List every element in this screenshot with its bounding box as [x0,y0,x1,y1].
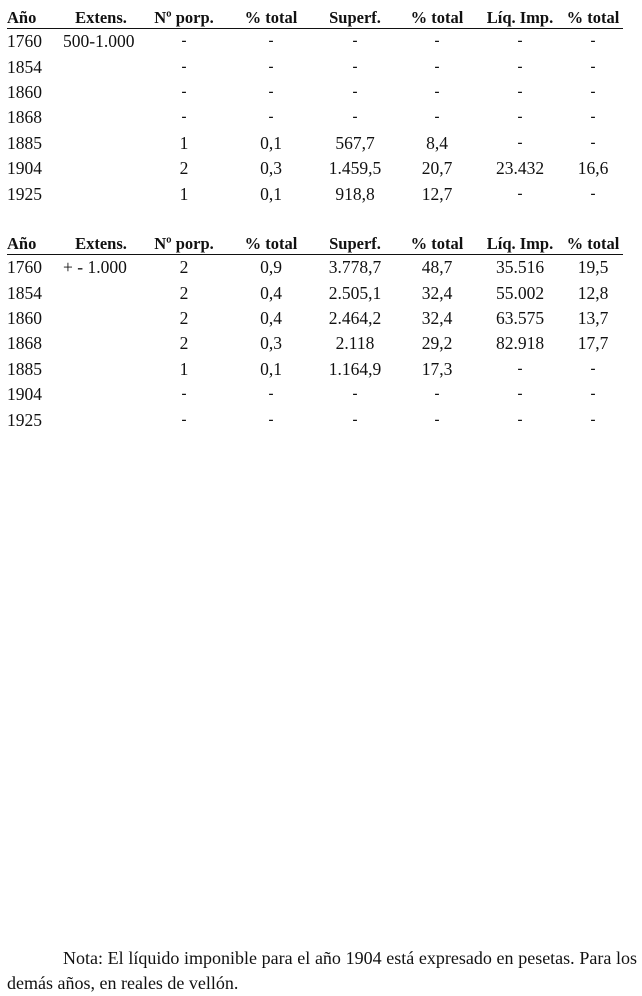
cell-surface: - [352,58,358,75]
cell-surface-percent: - [434,83,440,100]
cell-taxable-income: - [517,58,523,75]
header-owner-percent: % total [229,6,313,29]
cell-surface: 2.118 [335,333,375,354]
cell-year: 1860 [7,81,42,102]
cell-surface-percent: 12,7 [421,183,453,204]
cell-extension: 500-1.000 [63,31,135,52]
cell-owner-percent: - [268,411,274,428]
table-extension-500-1000 [7,6,623,207]
cell-income-percent: 17,7 [577,333,609,354]
cell-surface-percent: - [434,109,440,126]
cell-taxable-income: - [517,386,523,403]
cell-owner-count: - [181,83,187,100]
cell-taxable-income: - [517,185,523,202]
cell-owner-percent: - [268,58,274,75]
header-taxable-income: Líq. Imp. [477,232,563,255]
cell-year: 1854 [7,56,42,77]
cell-taxable-income: - [517,134,523,151]
cell-income-percent: - [590,134,596,151]
cell-extension [63,382,139,407]
cell-surface: 1.164,9 [328,358,382,379]
cell-year: 1868 [7,107,42,128]
table-body [7,29,623,207]
header-extension: Extens. [63,6,139,29]
cell-year: 1860 [7,307,42,328]
cell-owner-count: - [181,109,187,126]
table-row [7,29,623,55]
cell-surface: 918,8 [335,183,375,204]
table-row [7,54,623,79]
cell-surface-percent: 8,4 [426,132,448,153]
cell-income-percent: - [590,58,596,75]
cell-extension [63,357,139,382]
header-surface: Superf. [313,232,397,255]
header-surface: Superf. [313,6,397,29]
cell-owner-count: 2 [179,257,189,278]
cell-extension [63,181,139,206]
cell-owner-percent: 0,1 [260,358,282,379]
table-row [7,131,623,156]
table-row [7,80,623,105]
cell-taxable-income: - [517,83,523,100]
cell-owner-count: 1 [179,132,189,153]
cell-income-percent: - [590,185,596,202]
cell-owner-count: 2 [179,333,189,354]
cell-owner-count: - [181,58,187,75]
cell-owner-percent: - [268,33,274,50]
cell-income-percent: - [590,360,596,377]
table-extension-over-1000 [7,232,623,433]
cell-surface-percent: 32,4 [421,307,453,328]
cell-owner-count: - [181,33,187,50]
cell-income-percent: - [590,33,596,50]
header-surface-percent: % total [397,232,477,255]
table-row [7,407,623,432]
cell-surface-percent: - [434,411,440,428]
cell-taxable-income: 82.918 [495,333,545,354]
cell-extension [63,131,139,156]
header-income-percent: % total [563,6,623,29]
cell-surface: 1.459,5 [328,158,382,179]
cell-income-percent: 19,5 [577,257,609,278]
cell-year: 1854 [7,282,42,303]
header-surface-percent: % total [397,6,477,29]
cell-year: 1760 [7,31,42,52]
cell-surface: - [352,386,358,403]
cell-year: 1925 [7,409,42,430]
cell-extension [63,105,139,130]
header-year: Año [7,6,63,29]
cell-owner-count: 2 [179,158,189,179]
table-row [7,331,623,356]
cell-extension [63,280,139,305]
cell-income-percent: - [590,109,596,126]
cell-taxable-income: 63.575 [495,307,545,328]
cell-year: 1885 [7,132,42,153]
footnote-text: Nota: El líquido imponible para el año 1904 está expresado en pesetas. Para los demás años, en reales de vellón. [7,948,637,993]
cell-surface: - [352,411,358,428]
cell-surface-percent: - [434,386,440,403]
cell-income-percent: 13,7 [577,307,609,328]
cell-taxable-income: 35.516 [495,257,545,278]
header-owner-count: Nº porp. [139,6,229,29]
cell-owner-count: 1 [179,183,189,204]
table-row [7,105,623,130]
cell-owner-percent: 0,9 [260,257,282,278]
header-taxable-income: Líq. Imp. [477,6,563,29]
cell-surface: 2.505,1 [328,282,382,303]
cell-owner-count: 2 [179,307,189,328]
cell-taxable-income: 55.002 [495,282,545,303]
cell-owner-percent: - [268,386,274,403]
cell-taxable-income: - [517,33,523,50]
header-year: Año [7,232,63,255]
table-row [7,280,623,305]
cell-owner-percent: 0,1 [260,132,282,153]
cell-surface-percent: 17,3 [421,358,453,379]
cell-year: 1760 [7,257,42,278]
cell-owner-count: - [181,386,187,403]
table-row [7,156,623,181]
cell-surface-percent: - [434,58,440,75]
cell-surface-percent: 20,7 [421,158,453,179]
cell-owner-count: 2 [179,282,189,303]
cell-surface: 2.464,2 [328,307,382,328]
cell-surface-percent: 29,2 [421,333,453,354]
cell-year: 1904 [7,158,42,179]
header-income-percent: % total [563,232,623,255]
cell-owner-percent: 0,3 [260,333,282,354]
cell-extension [63,80,139,105]
cell-income-percent: - [590,411,596,428]
cell-owner-percent: 0,4 [260,307,282,328]
cell-extension [63,407,139,432]
cell-surface: 3.778,7 [328,257,382,278]
cell-extension [63,306,139,331]
cell-income-percent: 12,8 [577,282,609,303]
cell-surface: - [352,83,358,100]
cell-owner-percent: - [268,109,274,126]
cell-surface: 567,7 [335,132,375,153]
cell-income-percent: 16,6 [577,158,609,179]
cell-year: 1885 [7,358,42,379]
cell-owner-count: - [181,411,187,428]
table-row [7,306,623,331]
table-row [7,255,623,281]
header-extension: Extens. [63,232,139,255]
cell-extension [63,156,139,181]
cell-surface: - [352,109,358,126]
cell-surface-percent: - [434,33,440,50]
cell-owner-percent: - [268,83,274,100]
cell-extension: + - 1.000 [63,257,127,278]
table-row [7,181,623,206]
cell-income-percent: - [590,386,596,403]
cell-taxable-income: - [517,411,523,428]
cell-taxable-income: - [517,360,523,377]
cell-surface: - [352,33,358,50]
cell-taxable-income: - [517,109,523,126]
header-owner-count: Nº porp. [139,232,229,255]
cell-extension [63,331,139,356]
table-row [7,382,623,407]
cell-extension [63,54,139,79]
cell-income-percent: - [590,83,596,100]
table-header-row [7,232,623,255]
header-owner-percent: % total [229,232,313,255]
cell-surface-percent: 32,4 [421,282,453,303]
cell-taxable-income: 23.432 [495,158,545,179]
cell-owner-count: 1 [179,358,189,379]
cell-year: 1925 [7,183,42,204]
cell-owner-percent: 0,3 [260,158,282,179]
cell-owner-percent: 0,1 [260,183,282,204]
cell-year: 1904 [7,384,42,405]
cell-owner-percent: 0,4 [260,282,282,303]
cell-surface-percent: 48,7 [421,257,453,278]
table-body [7,255,623,433]
table-header-row [7,6,623,29]
cell-year: 1868 [7,333,42,354]
table-row [7,357,623,382]
